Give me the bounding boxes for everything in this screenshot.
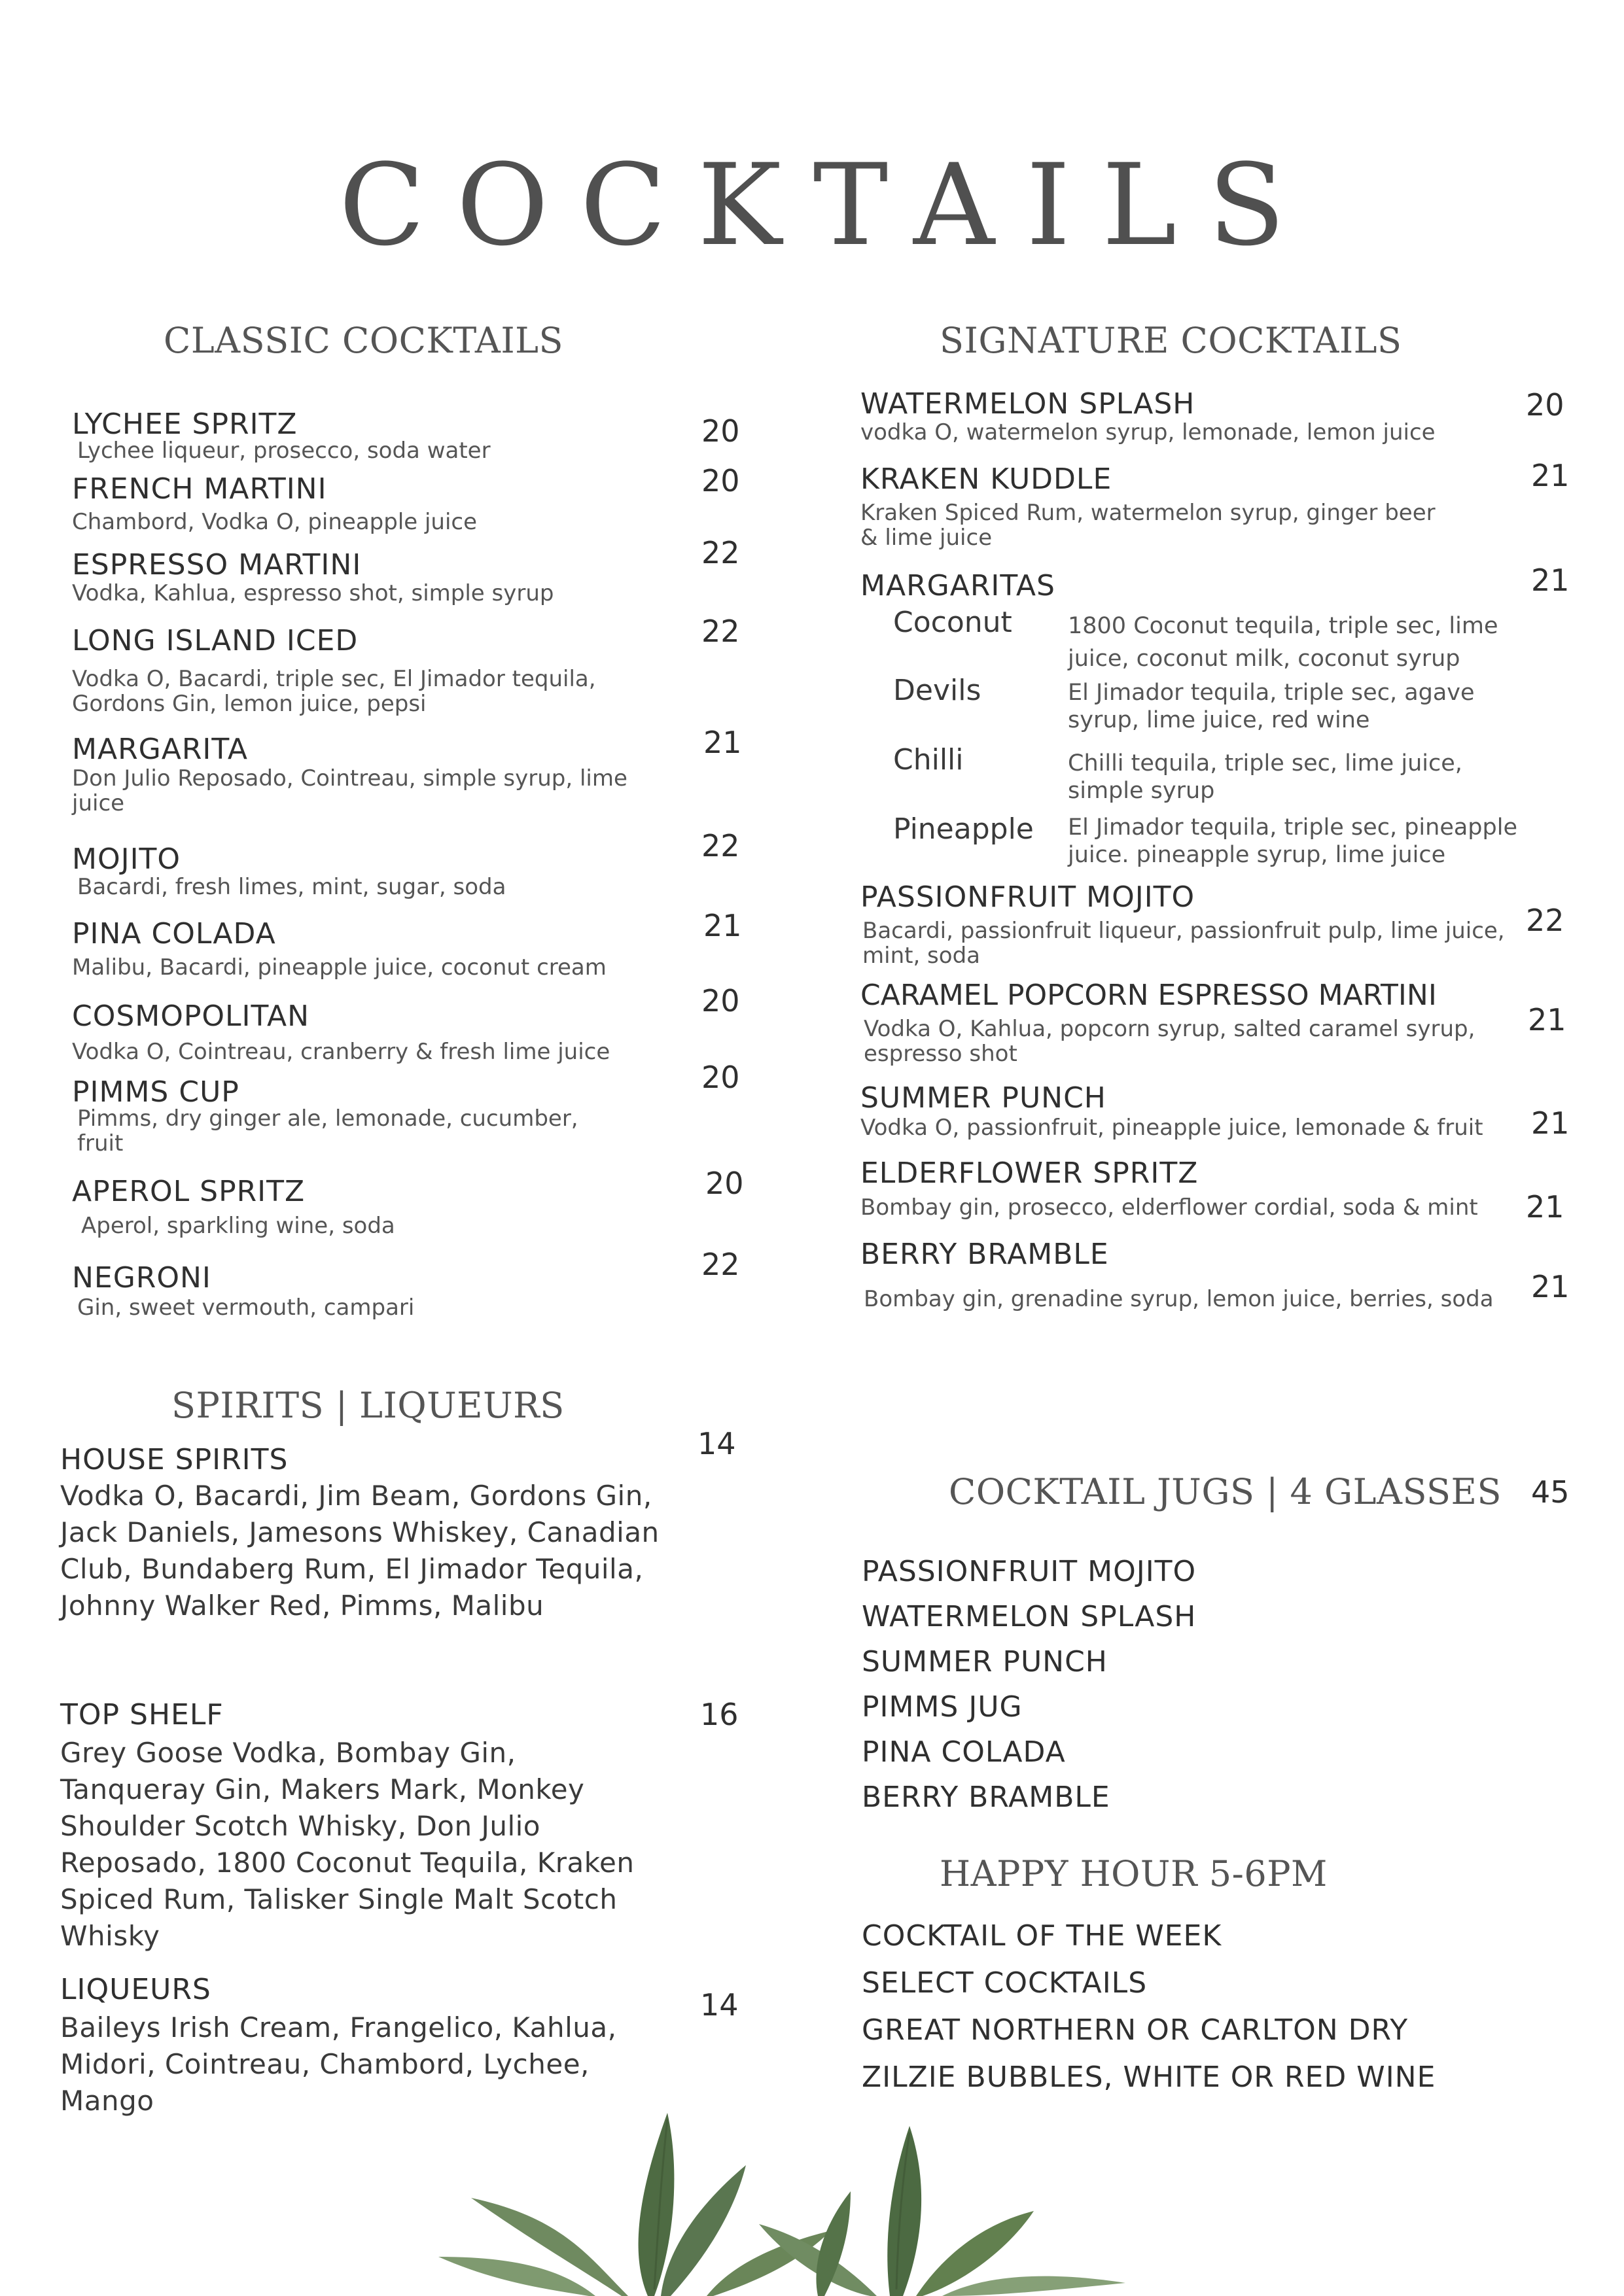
signature-item-price: 21 — [1531, 1105, 1570, 1141]
jug-item: BERRY BRAMBLE — [862, 1781, 1110, 1814]
spirits-item-desc: Vodka O, Bacardi, Jim Beam, Gordons Gin, Jack Daniels, Jamesons Whiskey, Canadian Club, Bundaberg Rum, El Jimador Tequila, Johnny Walker Red, Pimms, Malibu — [60, 1480, 660, 1622]
happy-hour-item: GREAT NORTHERN OR CARLTON DRY — [862, 2013, 1409, 2047]
spirits-item-name: TOP SHELF — [60, 1698, 224, 1731]
signature-item-name: MARGARITAS — [860, 569, 1055, 602]
happy-hour-item: SELECT COCKTAILS — [862, 1966, 1148, 2000]
classic-item-desc: Gin, sweet vermouth, campari — [77, 1295, 415, 1321]
jug-item: PASSIONFRUIT MOJITO — [862, 1555, 1197, 1588]
jugs-price: 45 — [1531, 1474, 1570, 1510]
signature-item-price: 21 — [1531, 563, 1570, 598]
classic-item-desc: Aperol, sparkling wine, soda — [81, 1213, 395, 1239]
classic-heading: CLASSIC COCKTAILS — [164, 320, 564, 361]
signature-item-price: 21 — [1531, 458, 1570, 493]
classic-item-price: 22 — [701, 1247, 740, 1282]
signature-item-price: 21 — [1528, 1002, 1566, 1037]
spirits-heading: SPIRITS | LIQUEURS — [171, 1385, 565, 1426]
classic-item-name: NEGRONI — [72, 1261, 211, 1295]
classic-item-desc: Bacardi, fresh limes, mint, sugar, soda — [77, 874, 506, 900]
jug-item: PIMMS JUG — [862, 1690, 1023, 1724]
happy-hour-heading: HAPPY HOUR 5-6PM — [940, 1853, 1328, 1894]
spirits-item-price: 14 — [697, 1426, 736, 1461]
classic-item-price: 22 — [701, 614, 740, 649]
signature-item-desc: Kraken Spiced Rum, watermelon syrup, ginger beer & lime juice — [860, 500, 1436, 551]
classic-item-name: PIMMS CUP — [72, 1075, 239, 1109]
jug-item: WATERMELON SPLASH — [862, 1600, 1197, 1633]
signature-item-name: ELDERFLOWER SPRITZ — [860, 1157, 1199, 1190]
jugs-heading: COCKTAIL JUGS | 4 GLASSES — [949, 1471, 1502, 1512]
classic-item-desc: Pimms, dry ginger ale, lemonade, cucumber, fruit — [77, 1105, 578, 1157]
classic-item-name: LYCHEE SPRITZ — [72, 408, 298, 441]
classic-item-price: 22 — [701, 828, 740, 863]
classic-item-name: MARGARITA — [72, 733, 248, 766]
signature-item-price: 22 — [1526, 903, 1564, 938]
spirits-item-desc: Grey Goose Vodka, Bombay Gin, Tanqueray Gin, Makers Mark, Monkey Shoulder Scotch Whisky, Don Julio Reposado, 1800 Coconut Tequila, Kraken Spiced Rum, Talisker Single Malt Scotch Whisky — [60, 1737, 635, 1952]
classic-item-desc: Vodka, Kahlua, espresso shot, simple syrup — [72, 580, 554, 606]
spirits-item-name: LIQUEURS — [60, 1973, 211, 2006]
signature-item-name: SUMMER PUNCH — [860, 1081, 1106, 1115]
classic-item-name: APEROL SPRITZ — [72, 1175, 306, 1208]
spirits-item-desc: Baileys Irish Cream, Frangelico, Kahlua, Midori, Cointreau, Chambord, Lychee, Mango — [60, 2011, 617, 2117]
classic-item-name: COSMOPOLITAN — [72, 1000, 310, 1033]
margarita-variant-desc: 1800 Coconut tequila, triple sec, lime juice, coconut milk, coconut syrup — [1068, 613, 1498, 672]
jug-item: PINA COLADA — [862, 1735, 1066, 1769]
signature-heading: SIGNATURE COCKTAILS — [940, 320, 1402, 361]
happy-hour-item: COCKTAIL OF THE WEEK — [862, 1919, 1222, 1953]
margarita-variant-name: Devils — [893, 674, 981, 707]
classic-item-name: LONG ISLAND ICED — [72, 624, 359, 657]
signature-item-desc: Vodka O, passionfruit, pineapple juice, lemonade & fruit — [860, 1115, 1483, 1141]
classic-item-name: FRENCH MARTINI — [72, 472, 327, 506]
classic-item-price: 20 — [701, 983, 740, 1018]
classic-item-name: PINA COLADA — [72, 917, 276, 950]
classic-item-price: 20 — [701, 413, 740, 449]
spirits-item-price: 16 — [700, 1697, 739, 1732]
signature-item-name: PASSIONFRUIT MOJITO — [860, 880, 1195, 914]
signature-item-price: 21 — [1531, 1269, 1570, 1304]
signature-item-desc: Bombay gin, grenadine syrup, lemon juice, berries, soda — [864, 1286, 1494, 1312]
classic-item-desc: Malibu, Bacardi, pineapple juice, coconut cream — [72, 954, 607, 981]
signature-item-name: BERRY BRAMBLE — [860, 1238, 1109, 1271]
classic-item-name: ESPRESSO MARTINI — [72, 548, 362, 582]
classic-item-desc: Don Julio Reposado, Cointreau, simple syrup, lime juice — [72, 765, 627, 816]
classic-item-desc: Chambord, Vodka O, pineapple juice — [72, 509, 478, 535]
classic-item-price: 20 — [701, 1060, 740, 1095]
signature-item-desc: Bombay gin, prosecco, elderflower cordial, soda & mint — [860, 1194, 1478, 1221]
classic-item-price: 21 — [703, 908, 742, 943]
signature-item-price: 20 — [1526, 387, 1564, 423]
signature-item-desc: vodka O, watermelon syrup, lemonade, lemon juice — [860, 419, 1436, 445]
spirits-item-price: 14 — [700, 1987, 739, 2023]
signature-item-desc: Bacardi, passionfruit liqueur, passionfruit pulp, lime juice, mint, soda — [862, 918, 1505, 969]
page-title: COCKTAILS — [338, 139, 1317, 271]
classic-item-price: 22 — [701, 535, 740, 570]
classic-item-desc: Vodka O, Cointreau, cranberry & fresh lime juice — [72, 1039, 610, 1065]
classic-item-price: 20 — [701, 463, 740, 498]
signature-item-desc: Vodka O, Kahlua, popcorn syrup, salted caramel syrup, espresso shot — [864, 1016, 1475, 1067]
margarita-variant-desc: El Jimador tequila, triple sec, agave syrup, lime juice, red wine — [1068, 680, 1475, 733]
classic-item-desc: Lychee liqueur, prosecco, soda water — [77, 438, 491, 464]
margarita-variant-desc: Chilli tequila, triple sec, lime juice, simple syrup — [1068, 750, 1462, 804]
olive-leaves-illustration — [432, 2093, 1165, 2296]
signature-item-name: CARAMEL POPCORN ESPRESSO MARTINI — [860, 979, 1437, 1012]
classic-item-name: MOJITO — [72, 843, 181, 876]
signature-item-name: WATERMELON SPLASH — [860, 387, 1195, 421]
classic-item-price: 20 — [705, 1166, 744, 1201]
signature-item-price: 21 — [1526, 1189, 1564, 1225]
margarita-variant-name: Pineapple — [893, 812, 1034, 846]
margarita-variant-name: Chilli — [893, 743, 964, 776]
happy-hour-item: ZILZIE BUBBLES, WHITE OR RED WINE — [862, 2061, 1436, 2094]
margarita-variant-desc: El Jimador tequila, triple sec, pineapple juice. pineapple syrup, lime juice — [1068, 814, 1517, 868]
classic-item-desc: Vodka O, Bacardi, triple sec, El Jimador tequila, Gordons Gin, lemon juice, pepsi — [72, 666, 596, 717]
spirits-item-name: HOUSE SPIRITS — [60, 1443, 289, 1476]
margarita-variant-name: Coconut — [893, 606, 1012, 639]
classic-item-price: 21 — [703, 725, 742, 760]
signature-item-name: KRAKEN KUDDLE — [860, 462, 1112, 496]
jug-item: SUMMER PUNCH — [862, 1645, 1108, 1679]
